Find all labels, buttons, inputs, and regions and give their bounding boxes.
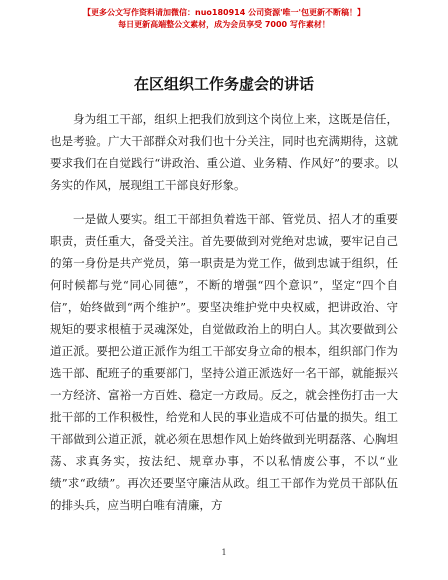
paragraph-point-one: 一是做人要实。组工干部担负着选干部、管党员、招人才的重要职责，责任重大，备受关注。首先要做到对党绝对忠诚，要牢记自己的第一身份是共产党员，第一职责是为党工作，做到忠诚于组织，任何时候都与党“同心同德”，不断的增强“四个意识”，坚定“四个自信”，始终做到“两个维护”。要坚决维护党中央权威，把讲政治、守规矩的要求根植于灵魂深处，自觉做政治上的明白人。其次要做到公道正派。要把公道正派作为组工干部安身立命的根本，组织部门作为选干部、配班子的重要部门，坚持公道正派选好一名干部，就能振兴一方经济、富裕一方百姓、稳定一方政局。反之，就会挫伤打击一大批干部的工作积极性，给党和人民的事业造成不可估量的损失。组工干部做到公道正派，就必须在思想作风上始终做到光明磊落、心胸坦荡、求真务实，按法纪、规章办事，不以私情废公事，不以“业绩”求“政绩”。再次还要坚守廉洁从政。组工干部作为党员干部队伍的排头兵，应当明白唯有清廉，方 <box>50 212 398 512</box>
paragraph-intro: 身为组工干部，组织上把我们放到这个岗位上来，这既是信任，也是考验。广大干部群众对我们也十分关注，同时也充满期待，这就要求我们在自觉践行“讲政治、重公道、业务精、作风好”的要求。以务实的作风，展现组工干部良好形象。 <box>50 112 398 192</box>
banner-line-2: 每日更新高端整公文素材，成为会员享受 7000 写作素材！ <box>118 20 330 29</box>
promo-banner <box>40 6 408 35</box>
document-body <box>50 108 398 516</box>
page-number: 1 <box>221 548 227 557</box>
document-title: 在区组织工作务虚会的讲话 <box>133 75 314 93</box>
banner-line-1: 【更多公文写作资料请加微信：nuo180914 公司资源'唯一'包更新不断稿！】 <box>83 8 365 17</box>
